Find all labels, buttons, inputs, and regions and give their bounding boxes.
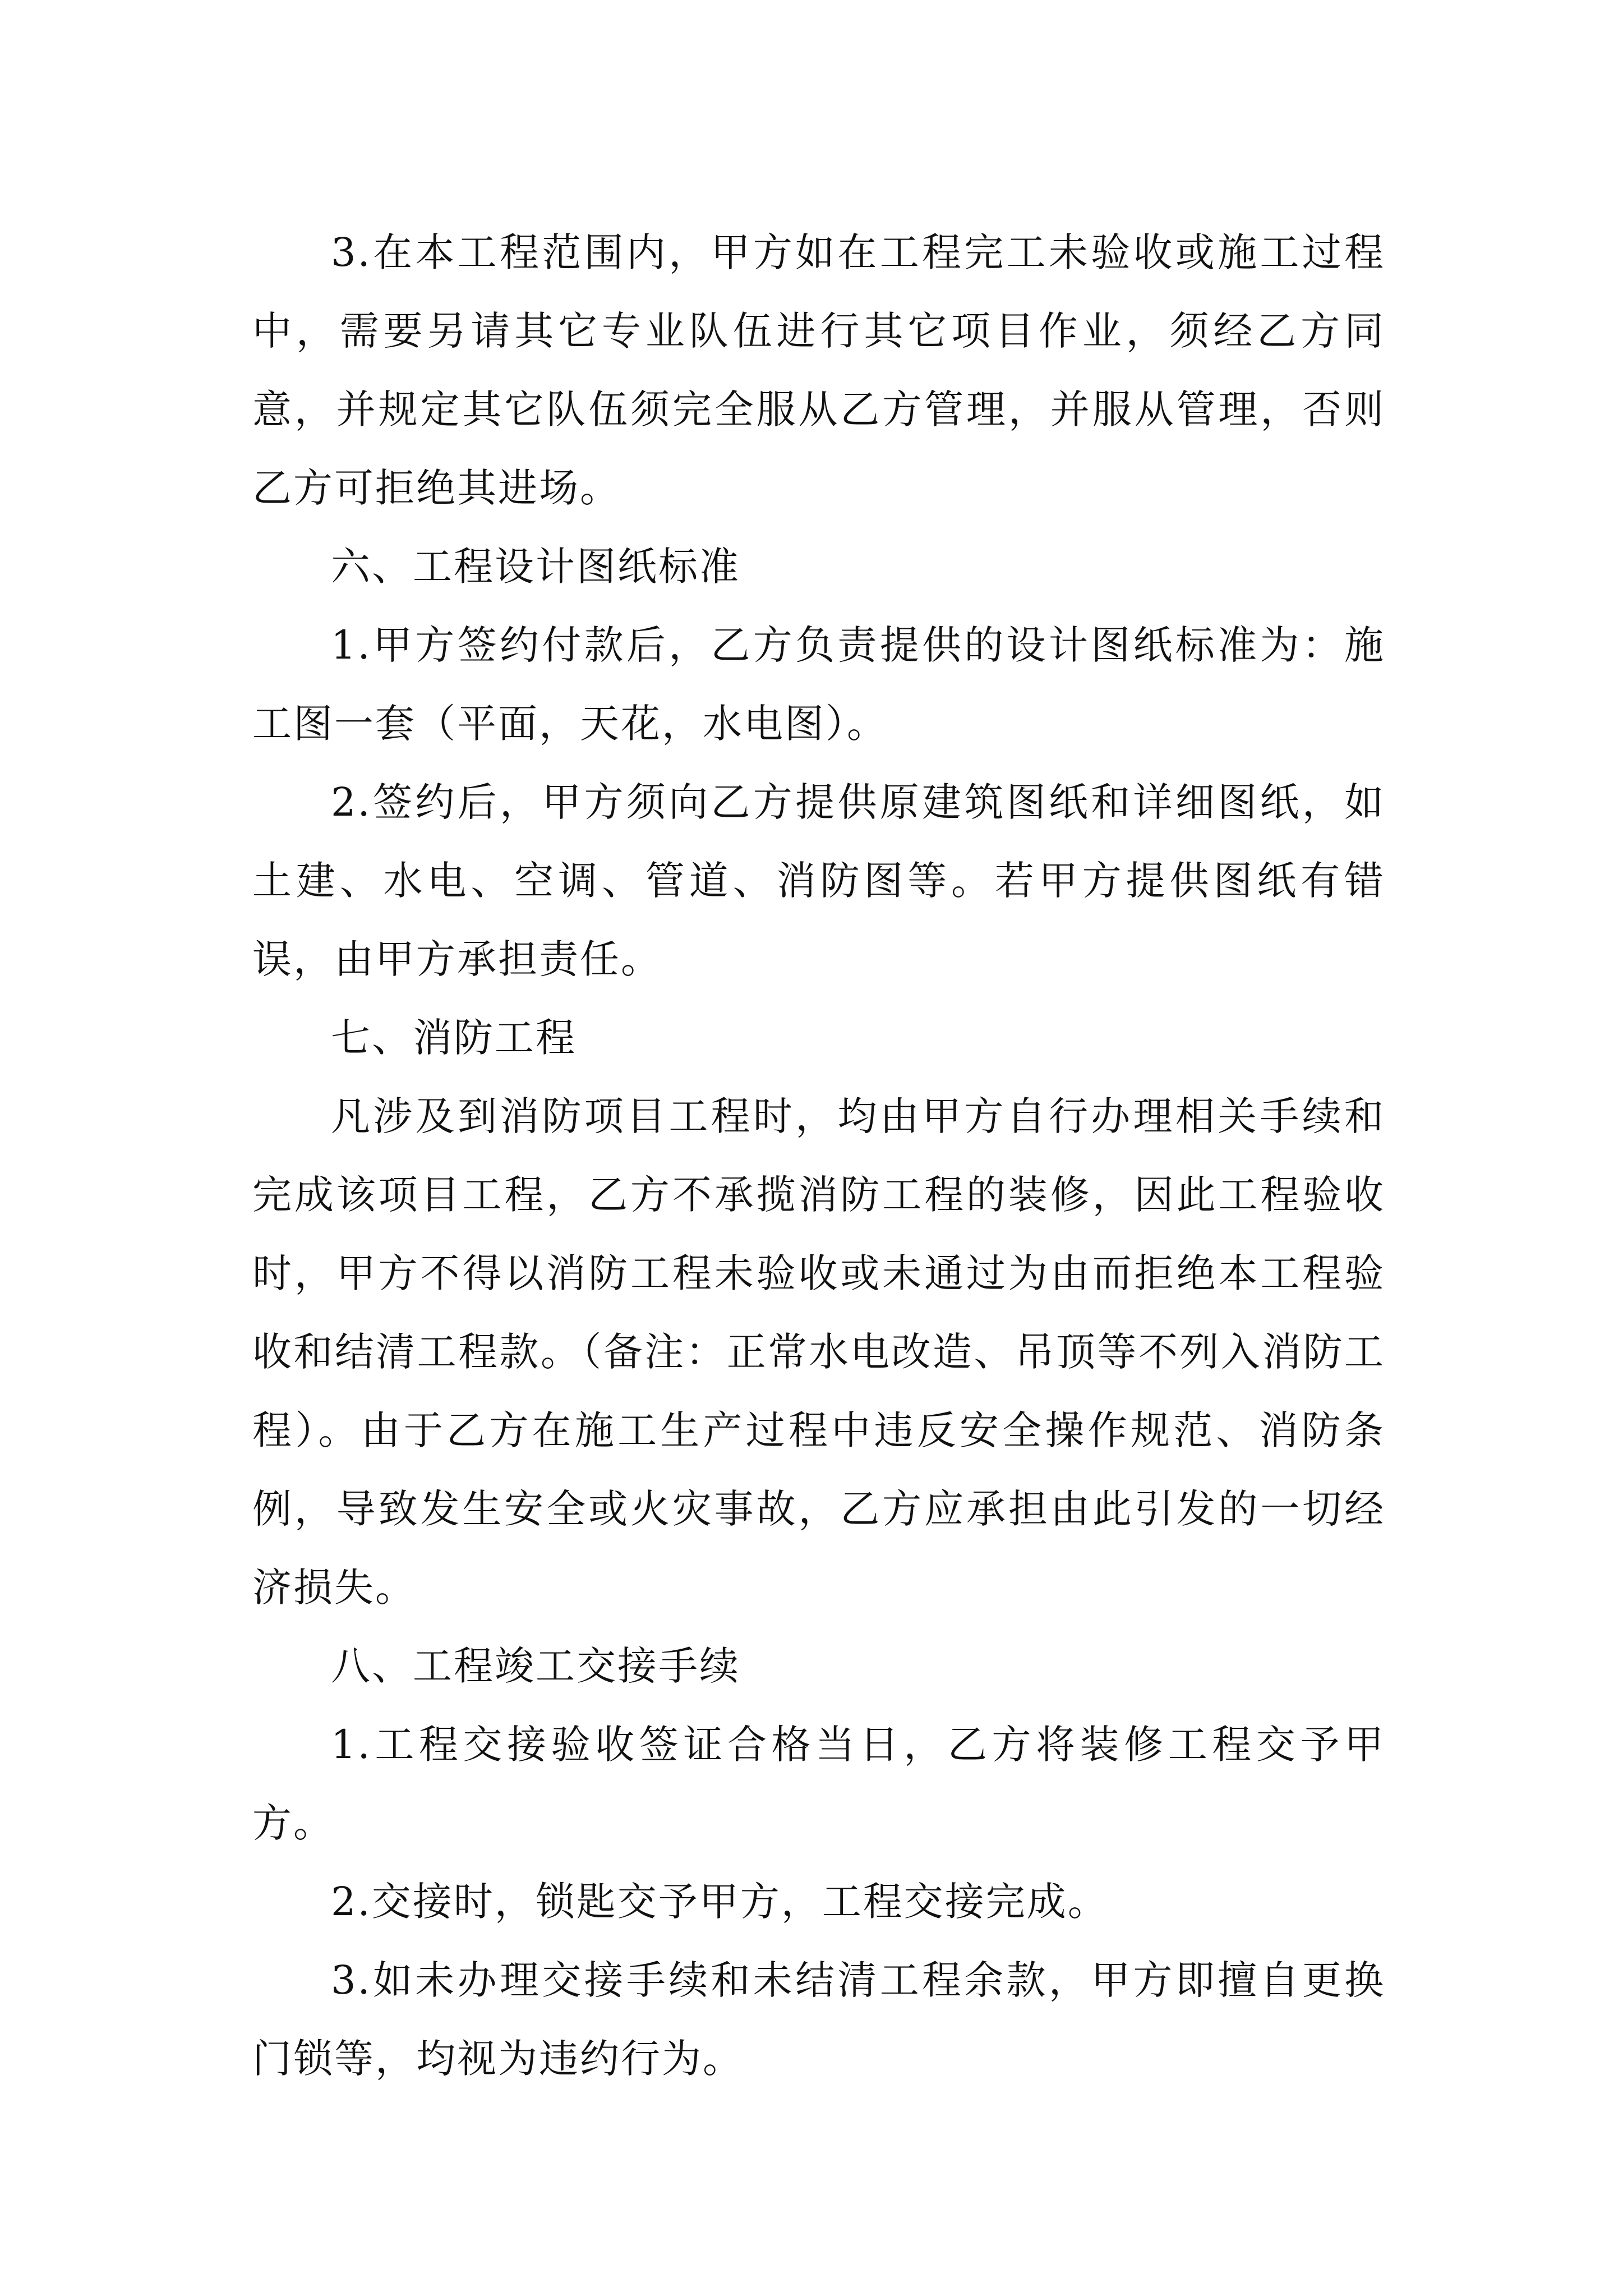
clause-fire-protection: 凡涉及到消防项目工程时，均由甲方自行办理相关手续和完成该项目工程，乙方不承揽消防工程的装修，因此工程验收时，甲方不得以消防工程未验收或未通过为由而拒绝本工程验收和结清工程款。（备注：正常水电改造、吊顶等不列入消防工程）。由于乙方在施工生产过程中违反安全操作规范、消防条例，导致发生安全或火灾事故，乙方应承担由此引发的一切经济损失。 <box>252 1093 1385 1611</box>
clause-2-original-drawings: 2.签约后，甲方须向乙方提供原建筑图纸和详细图纸，如土建、水电、空调、管道、消防图等。若甲方提供图纸有错误，由甲方承担责任。 <box>252 779 1385 982</box>
clause-1-handover-acceptance: 1.工程交接验收签证合格当日，乙方将装修工程交予甲方。 <box>252 1722 1385 1846</box>
clause-2-keys-handover: 2.交接时，锁匙交予甲方，工程交接完成。 <box>331 1879 1109 1925</box>
document-body <box>252 213 1385 2098</box>
clause-3-breach: 3.如未办理交接手续和未结清工程余款，甲方即擅自更换门锁等，均视为违约行为。 <box>252 1957 1385 2082</box>
section-heading-completion-handover: 八、工程竣工交接手续 <box>331 1643 740 1689</box>
section-heading-design-drawings: 六、工程设计图纸标准 <box>331 544 740 590</box>
clause-1-drawing-standard: 1.甲方签约付款后，乙方负责提供的设计图纸标准为：施工图一套（平面，天花，水电图）。 <box>252 622 1385 747</box>
clause-3-other-teams: 3.在本工程范围内，甲方如在工程完工未验收或施工过程中，需要另请其它专业队伍进行其它项目作业，须经乙方同意，并规定其它队伍须完全服从乙方管理，并服从管理，否则乙方可拒绝其进场。 <box>252 229 1385 511</box>
section-heading-fire-protection: 七、消防工程 <box>331 1015 577 1061</box>
